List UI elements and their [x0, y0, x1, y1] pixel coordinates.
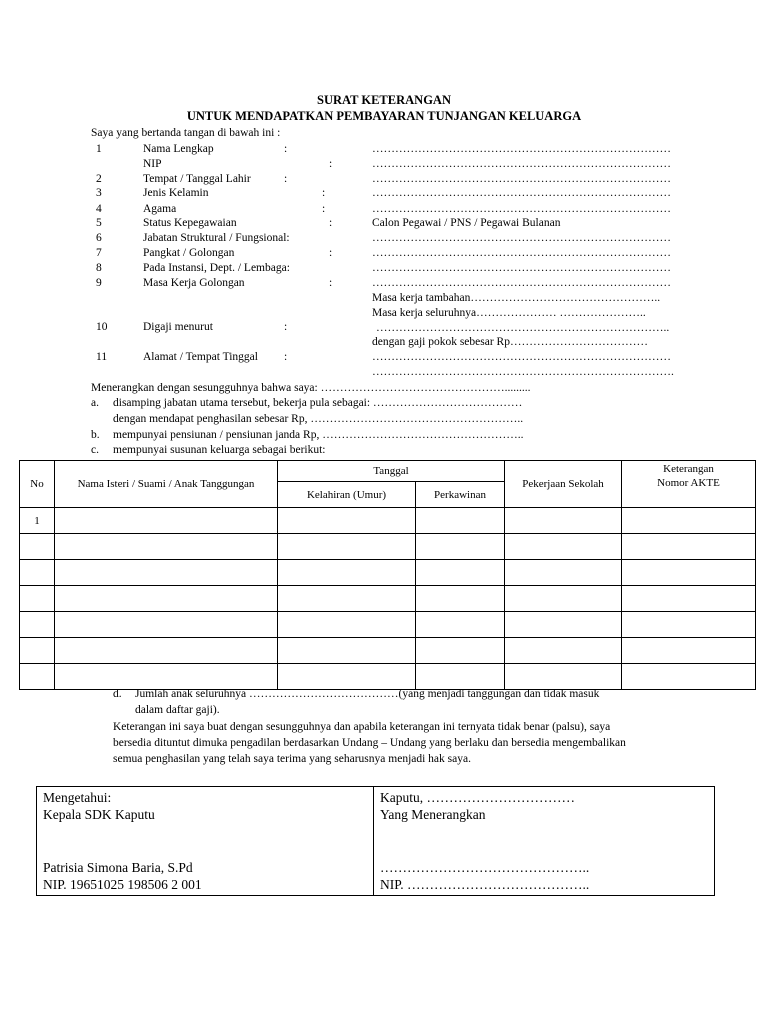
- field-number: 1: [96, 143, 102, 155]
- field-value: ……………………………………………………………………: [372, 203, 671, 215]
- table-row: [20, 638, 756, 664]
- field-colon: :: [284, 321, 288, 333]
- table-cell: [278, 508, 416, 534]
- row-number: [20, 560, 55, 586]
- table-row: [20, 664, 756, 690]
- field-number: 9: [96, 277, 102, 289]
- field-number: 4: [96, 203, 102, 215]
- field-value-continued: …………………………………………………………………….: [372, 366, 674, 378]
- table-cell: [622, 534, 756, 560]
- closing-paragraph-line2: bersedia dituntut dimuka pengadilan berdasarkan Undang – Undang yang berlaku dan bersedia mengembalikan: [113, 737, 626, 749]
- field-label: Pada Instansi, Dept. / Lembaga:: [143, 262, 290, 274]
- list-marker: b.: [91, 429, 100, 441]
- table-cell: [505, 534, 622, 560]
- table-cell: [505, 664, 622, 690]
- field-number: 10: [96, 321, 108, 333]
- closing-d-line1: Jumlah anak seluruhnya …………………………………(yang menjadi tanggungan dan tidak masuk: [135, 688, 600, 700]
- field-value: ……………………………………………………………………: [372, 247, 671, 259]
- field-number: 2: [96, 173, 102, 185]
- table-cell: [55, 586, 278, 612]
- signature-space: [380, 823, 708, 859]
- signature-space: [43, 823, 367, 859]
- list-marker: a.: [91, 397, 99, 409]
- kepala-label: Kepala SDK Kaputu: [43, 807, 155, 822]
- header-nama: Nama Isteri / Suami / Anak Tanggungan: [55, 461, 278, 508]
- signer-nip: NIP. 19651025 198506 2 001: [43, 877, 202, 892]
- table-cell: [622, 638, 756, 664]
- document-title: SURAT KETERANGAN: [317, 93, 451, 107]
- field-label: Status Kepegawaian: [143, 217, 237, 229]
- row-number: [20, 534, 55, 560]
- table-cell: [622, 560, 756, 586]
- table-cell: [278, 560, 416, 586]
- closing-paragraph-line1: Keterangan ini saya buat dengan sesungguhnya dan apabila keterangan ini ternyata tidak benar (palsu), saya: [113, 721, 611, 733]
- table-cell: [416, 638, 505, 664]
- field-number: 5: [96, 217, 102, 229]
- statement-c-line: mempunyai susunan keluarga sebagai berikut:: [113, 444, 326, 456]
- header-no: No: [20, 461, 55, 508]
- field-value: Calon Pegawai / PNS / Pegawai Bulanan: [372, 217, 561, 229]
- masa-kerja-seluruhnya: Masa kerja seluruhnya………………… …………………..: [372, 307, 646, 319]
- field-label: Alamat / Tempat Tinggal: [143, 351, 258, 363]
- mengetahui-label: Mengetahui:: [43, 790, 112, 805]
- table-cell: [55, 638, 278, 664]
- field-colon: :: [329, 217, 333, 229]
- family-table: [19, 460, 756, 690]
- table-cell: [55, 560, 278, 586]
- table-row: [20, 534, 756, 560]
- row-number: [20, 638, 55, 664]
- field-value: ……………………………………………………………………: [372, 262, 671, 274]
- declarant-name-blank: ………………………………………..: [380, 860, 590, 875]
- field-colon: :: [322, 203, 326, 215]
- header-perkawinan: Perkawinan: [416, 482, 505, 508]
- table-cell: [278, 638, 416, 664]
- table-cell: [416, 586, 505, 612]
- field-value: ……………………………………………………………………: [372, 351, 671, 363]
- field-colon: :: [284, 351, 288, 363]
- field-label: Nama Lengkap: [143, 143, 214, 155]
- field-number: 7: [96, 247, 102, 259]
- field-value: …………………………………………………………………..: [376, 322, 670, 334]
- row-number: 1: [20, 508, 55, 534]
- field-label: Pangkat / Golongan: [143, 247, 235, 259]
- list-marker: c.: [91, 444, 99, 456]
- field-number: 8: [96, 262, 102, 274]
- list-marker: d.: [113, 688, 122, 700]
- statement-intro: Menerangkan dengan sesungguhnya bahwa saya: ………………………………………….........: [91, 382, 531, 394]
- table-cell: [278, 612, 416, 638]
- closing-d-line2: dalam daftar gaji).: [135, 704, 220, 716]
- field-label: Tempat / Tanggal Lahir: [143, 173, 251, 185]
- gaji-pokok: dengan gaji pokok sebesar Rp………………………………: [372, 336, 648, 348]
- table-cell: [416, 612, 505, 638]
- table-cell: [278, 534, 416, 560]
- table-cell: [622, 508, 756, 534]
- field-colon: :: [322, 187, 326, 199]
- signer-name: Patrisia Simona Baria, S.Pd: [43, 860, 193, 875]
- table-row: [20, 508, 756, 534]
- field-label: Digaji menurut: [143, 321, 213, 333]
- field-colon: :: [329, 277, 333, 289]
- field-number: 3: [96, 187, 102, 199]
- signature-right: [374, 787, 715, 896]
- table-row: [20, 560, 756, 586]
- yang-menerangkan-label: Yang Menerangkan: [380, 807, 486, 822]
- signature-left: [37, 787, 374, 896]
- table-cell: [55, 664, 278, 690]
- field-label: NIP: [143, 158, 162, 170]
- table-cell: [622, 586, 756, 612]
- table-cell: [505, 586, 622, 612]
- table-cell: [416, 664, 505, 690]
- header-kelahiran: Kelahiran (Umur): [278, 482, 416, 508]
- field-value: ……………………………………………………………………: [372, 158, 671, 170]
- intro-text: Saya yang bertanda tangan di bawah ini :: [91, 127, 281, 139]
- table-cell: [622, 612, 756, 638]
- field-label: Jabatan Struktural / Fungsional:: [143, 232, 290, 244]
- field-colon: :: [284, 143, 288, 155]
- closing-paragraph-line3: semua penghasilan yang telah saya terima yang seharusnya menjadi hak saya.: [113, 753, 471, 765]
- place-date-label: Kaputu, ……………………………: [380, 790, 575, 805]
- table-cell: [505, 612, 622, 638]
- header-pekerjaan: Pekerjaan Sekolah: [505, 461, 622, 508]
- table-cell: [278, 664, 416, 690]
- field-value: ……………………………………………………………………: [372, 232, 671, 244]
- row-number: [20, 612, 55, 638]
- statement-a-line2: dengan mendapat penghasilan sebesar Rp, ………………………………………………..: [113, 413, 524, 425]
- table-cell: [55, 534, 278, 560]
- statement-b-line: mempunyai pensiunan / pensiunan janda Rp, ……………………………………………..: [113, 429, 524, 441]
- field-colon: :: [329, 247, 333, 259]
- declarant-nip-blank: NIP. …………………………………..: [380, 877, 590, 892]
- field-colon: :: [284, 173, 288, 185]
- table-row: [20, 586, 756, 612]
- table-cell: [416, 534, 505, 560]
- signature-box: [36, 786, 715, 896]
- table-cell: [505, 508, 622, 534]
- row-number: [20, 664, 55, 690]
- field-value: ……………………………………………………………………: [372, 173, 671, 185]
- table-cell: [416, 560, 505, 586]
- field-label: Jenis Kelamin: [143, 187, 209, 199]
- header-keterangan: [622, 461, 756, 508]
- table-cell: [55, 612, 278, 638]
- header-keterangan-line2: Nomor AKTE: [657, 477, 720, 489]
- row-number: [20, 586, 55, 612]
- field-number: 11: [96, 351, 108, 363]
- field-colon: :: [329, 158, 333, 170]
- field-number: 6: [96, 232, 102, 244]
- field-value: ……………………………………………………………………: [372, 187, 671, 199]
- table-cell: [278, 586, 416, 612]
- field-value: ……………………………………………………………………: [372, 277, 671, 289]
- document-subtitle: UNTUK MENDAPATKAN PEMBAYARAN TUNJANGAN KELUARGA: [186, 109, 582, 123]
- masa-kerja-tambahan: Masa kerja tambahan…………………………………………..: [372, 292, 661, 304]
- table-cell: [416, 508, 505, 534]
- field-value: ……………………………………………………………………: [372, 143, 671, 155]
- field-label: Agama: [143, 203, 177, 215]
- table-cell: [622, 664, 756, 690]
- statement-a-line1: disamping jabatan utama tersebut, bekerja pula sebagai: …………………………………: [113, 397, 523, 409]
- header-tanggal: Tanggal: [278, 461, 505, 482]
- header-keterangan-line1: Keterangan: [663, 463, 714, 475]
- table-cell: [505, 638, 622, 664]
- table-row: [20, 612, 756, 638]
- field-label: Masa Kerja Golongan: [143, 277, 245, 289]
- table-cell: [55, 508, 278, 534]
- table-cell: [505, 560, 622, 586]
